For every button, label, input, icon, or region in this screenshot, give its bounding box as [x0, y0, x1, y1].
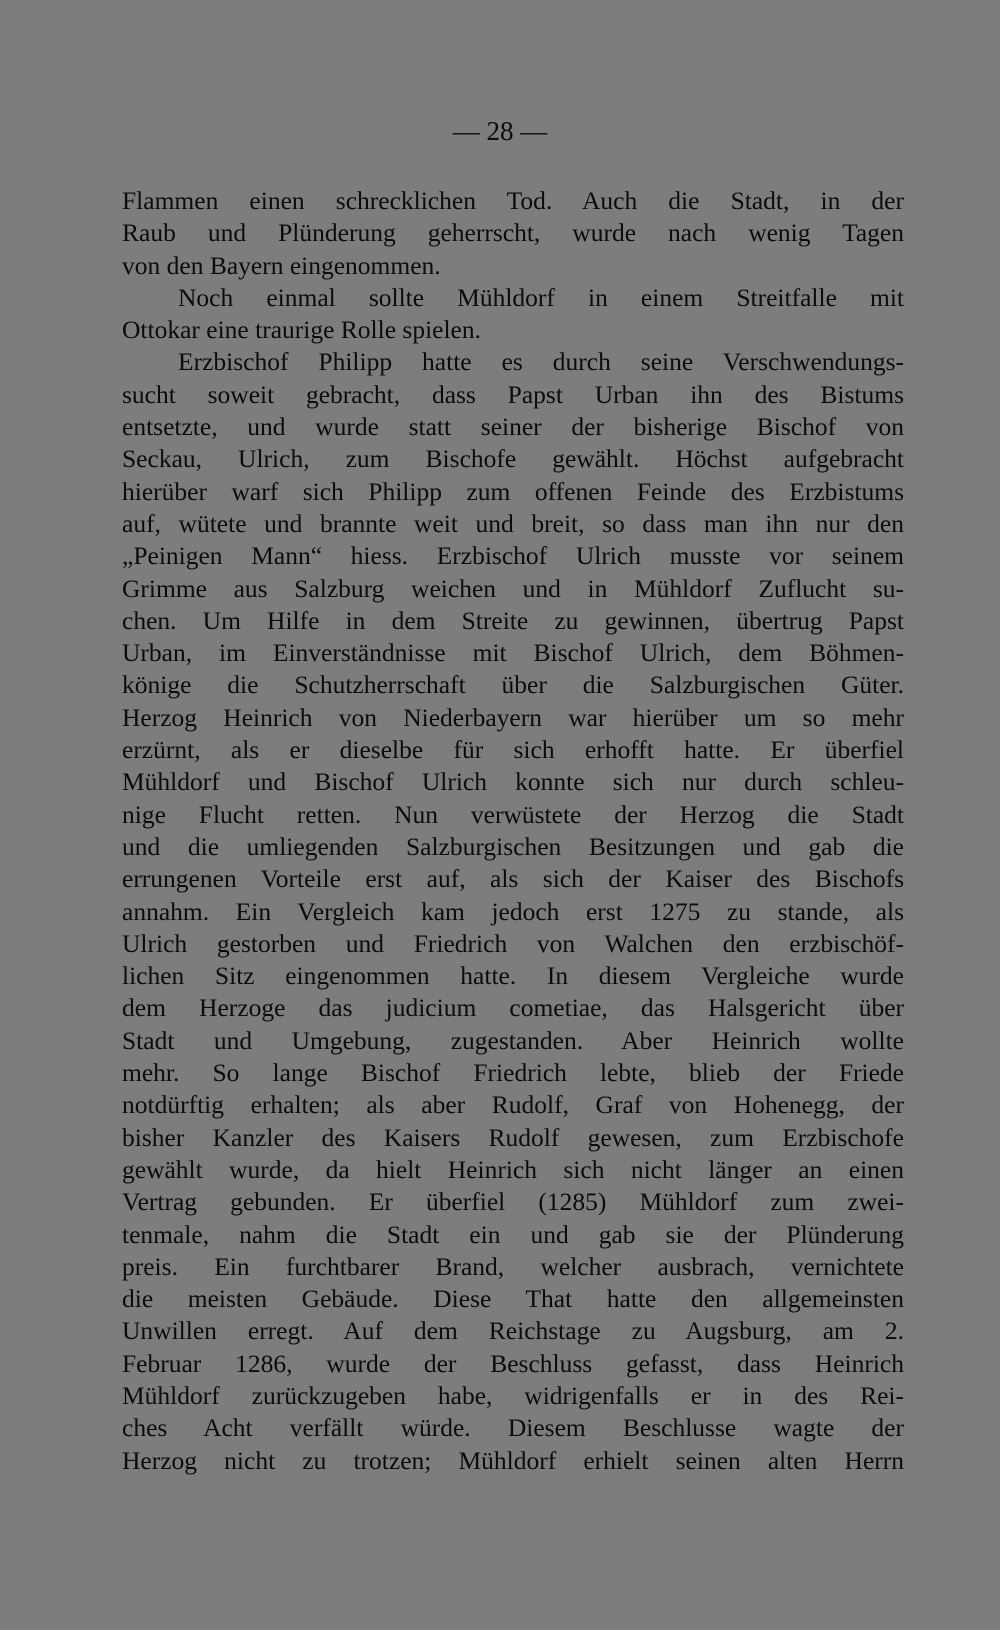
- text-line: bisher Kanzler des Kaisers Rudolf gewesen, zum Erzbischofe: [122, 1122, 904, 1152]
- text-line: gewählt wurde, da hielt Heinrich sich nicht länger an einen: [122, 1154, 904, 1184]
- text-line: Mühldorf und Bischof Ulrich konnte sich nur durch schleu-: [122, 767, 904, 797]
- text-line: erzürnt, als er dieselbe für sich erhofft hatte. Er überfiel: [122, 735, 904, 765]
- text-line: Vertrag gebunden. Er überfiel (1285) Mühldorf zum zwei-: [122, 1187, 904, 1217]
- text-line: Unwillen erregt. Auf dem Reichstage zu Augsburg, am 2.: [122, 1316, 904, 1346]
- text-line: auf, wütete und brannte weit und breit, so dass man ihn nur den: [122, 508, 904, 538]
- text-line: chen. Um Hilfe in dem Streite zu gewinnen, übertrug Papst: [122, 605, 904, 635]
- text-line: Noch einmal sollte Mühldorf in einem Streitfalle mit: [178, 282, 904, 312]
- text-line: hierüber warf sich Philipp zum offenen Feinde des Erzbistums: [122, 476, 904, 506]
- text-line: Herzog nicht zu trotzen; Mühldorf erhielt seinen alten Herrn: [122, 1445, 904, 1475]
- body-text: [122, 185, 904, 1477]
- text-line: entsetzte, und wurde statt seiner der bisherige Bischof von: [122, 412, 904, 442]
- text-line: sucht soweit gebracht, dass Papst Urban ihn des Bistums: [122, 379, 904, 409]
- text-line: ches Acht verfällt würde. Diesem Beschlusse wagte der: [122, 1413, 904, 1443]
- page-number: — 28 —: [452, 116, 548, 146]
- text-line: Ulrich gestorben und Friedrich von Walchen den erzbischöf-: [122, 928, 904, 958]
- text-line: von den Bayern eingenommen.: [122, 250, 441, 280]
- text-line: lichen Sitz eingenommen hatte. In diesem Vergleiche wurde: [122, 961, 904, 991]
- text-line: Ottokar eine traurige Rolle spielen.: [122, 315, 482, 345]
- text-line: könige die Schutzherrschaft über die Salzburgischen Güter.: [122, 670, 904, 700]
- text-line: die meisten Gebäude. Diese That hatte den allgemeinsten: [122, 1284, 904, 1314]
- text-line: und die umliegenden Salzburgischen Besitzungen und gab die: [122, 831, 904, 861]
- text-line: tenmale, nahm die Stadt ein und gab sie der Plünderung: [122, 1219, 904, 1249]
- text-line: annahm. Ein Vergleich kam jedoch erst 1275 zu stande, als: [122, 896, 904, 926]
- text-line: notdürftig erhalten; als aber Rudolf, Graf von Hohenegg, der: [122, 1090, 904, 1120]
- text-line: Flammen einen schrecklichen Tod. Auch die Stadt, in der: [122, 186, 904, 215]
- text-line: Grimme aus Salzburg weichen und in Mühldorf Zuflucht su-: [122, 573, 904, 603]
- text-line: errungenen Vorteile erst auf, als sich der Kaiser des Bischofs: [122, 864, 904, 894]
- text-line: dem Herzoge das judicium cometiae, das Halsgericht über: [122, 993, 904, 1023]
- text-line: Mühldorf zurückzugeben habe, widrigenfalls er in des Rei-: [122, 1380, 904, 1410]
- text-line: Raub und Plünderung geherrscht, wurde nach wenig Tagen: [122, 218, 904, 248]
- text-line: Stadt und Umgebung, zugestanden. Aber Heinrich wollte: [122, 1025, 904, 1055]
- text-line: nige Flucht retten. Nun verwüstete der Herzog die Stadt: [122, 799, 904, 829]
- text-line: Herzog Heinrich von Niederbayern war hierüber um so mehr: [122, 702, 904, 732]
- text-line: Erzbischof Philipp hatte es durch seine Verschwendungs-: [178, 347, 904, 377]
- text-line: mehr. So lange Bischof Friedrich lebte, blieb der Friede: [122, 1058, 904, 1088]
- text-line: „Peinigen Mann“ hiess. Erzbischof Ulrich musste vor seinem: [122, 541, 904, 571]
- text-line: preis. Ein furchtbarer Brand, welcher ausbrach, vernichtete: [122, 1251, 904, 1281]
- text-line: Februar 1286, wurde der Beschluss gefasst, dass Heinrich: [122, 1348, 904, 1378]
- text-line: Urban, im Einverständnisse mit Bischof Ulrich, dem Böhmen-: [122, 638, 904, 668]
- text-line: Seckau, Ulrich, zum Bischofe gewählt. Höchst aufgebracht: [122, 444, 904, 474]
